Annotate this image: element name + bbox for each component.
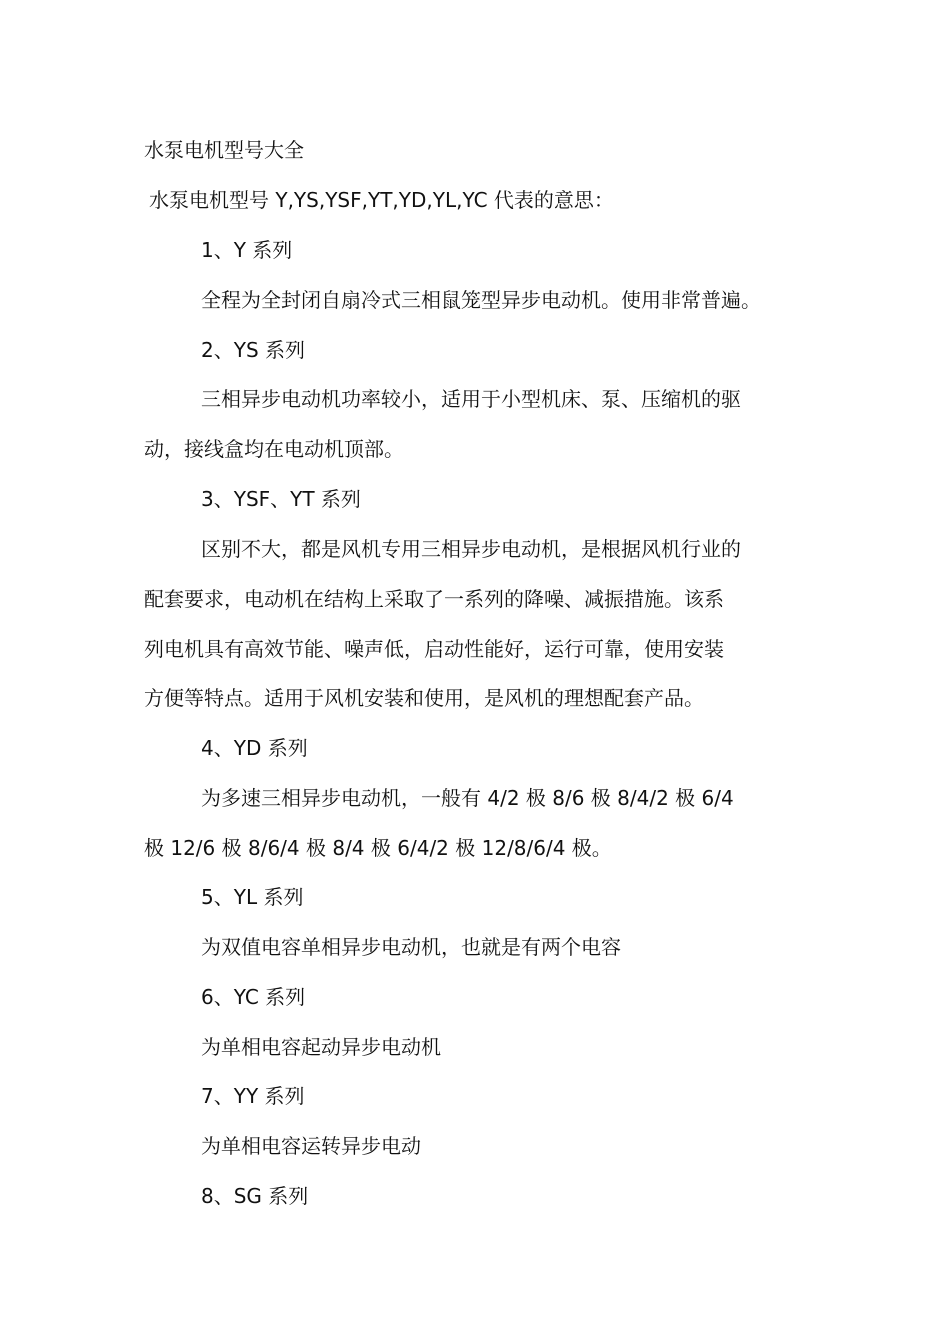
section-heading-yy: 7、YY 系列 [201,1084,305,1108]
section-heading-yc: 6、YC 系列 [201,985,306,1009]
section-text-ysf-yt-line-4: 方便等特点。适用于风机安装和使用，是风机的理想配套产品。 [144,686,704,710]
section-text-ysf-yt-line-1: 区别不大，都是风机专用三相异步电动机，是根据风机行业的 [201,537,741,561]
section-heading-yl: 5、YL 系列 [201,885,304,909]
section-text-ysf-yt-line-2: 配套要求，电动机在结构上采取了一系列的降噪、减振措施。该系 [144,587,724,611]
document-title: 水泵电机型号大全 [144,138,304,162]
intro-paragraph: 水泵电机型号 Y,YS,YSF,YT,YD,YL,YC 代表的意思： [149,188,614,212]
section-heading-y: 1、Y 系列 [201,238,293,262]
section-text-ys-line-1: 三相异步电动机功率较小，适用于小型机床、泵、压缩机的驱 [201,387,741,411]
section-heading-yd: 4、YD 系列 [201,736,308,760]
section-heading-ys: 2、YS 系列 [201,338,305,362]
section-heading-sg: 8、SG 系列 [201,1184,309,1208]
section-text-yd-line-2: 极 12/6 极 8/6/4 极 8/4 极 6/4/2 极 12/8/6/4 极。 [144,836,612,860]
section-heading-ysf-yt: 3、YSF、YT 系列 [201,487,361,511]
section-text-ysf-yt-line-3: 列电机具有高效节能、噪声低，启动性能好，运行可靠，使用安装 [144,637,724,661]
section-text-ys-line-2: 动，接线盒均在电动机顶部。 [144,437,404,461]
section-text-yy: 为单相电容运转异步电动 [201,1134,421,1158]
section-text-yc: 为单相电容起动异步电动机 [201,1035,441,1059]
section-text-yd-line-1: 为多速三相异步电动机，一般有 4/2 极 8/6 极 8/4/2 极 6/4 [201,786,734,810]
section-text-yl: 为双值电容单相异步电动机，也就是有两个电容 [201,935,621,959]
section-text-y: 全程为全封闭自扇冷式三相鼠笼型异步电动机。使用非常普遍。 [201,288,761,312]
